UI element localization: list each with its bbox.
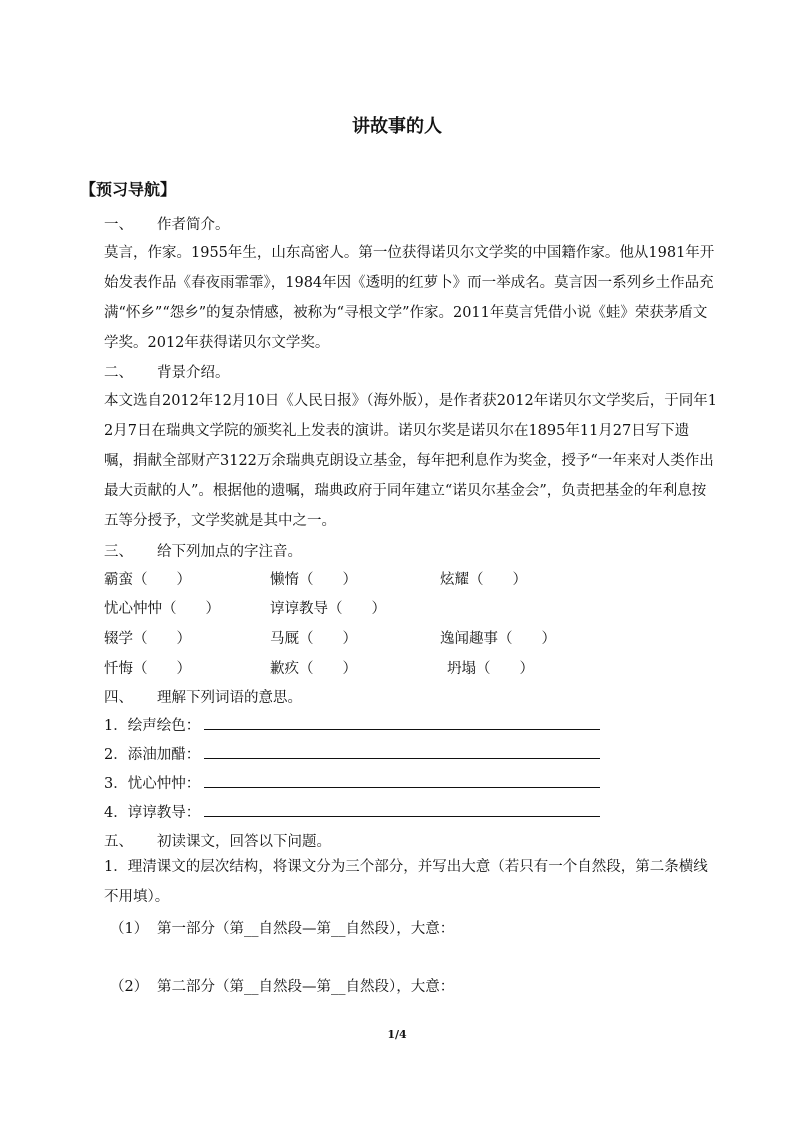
vocab-label: 3．忧心忡忡： bbox=[104, 776, 201, 792]
section-4-number: 四、 bbox=[104, 690, 133, 706]
part-2-number: （2） bbox=[110, 979, 149, 995]
pinyin-item: 坍塌（ ） bbox=[447, 661, 534, 677]
part-1-text: 第一部分（第__自然段—第__自然段），大意： bbox=[157, 921, 455, 937]
pinyin-item: 歉疚（ ） bbox=[270, 661, 357, 677]
question-1 bbox=[104, 852, 718, 912]
section-2-title: 背景介绍。 bbox=[157, 365, 230, 381]
pinyin-item: 炫耀（ ） bbox=[440, 572, 527, 588]
page-title: 讲故事的人 bbox=[352, 116, 442, 137]
section-2-number: 二、 bbox=[104, 365, 133, 381]
pinyin-item: 逸闻趣事（ ） bbox=[440, 631, 556, 647]
pinyin-item: 辍学（ ） bbox=[104, 631, 191, 647]
question-1-text: 1．理清课文的层次结构，将课文分为三个部分，并写出大意（若只有一个自然段，第二条横线不用填）。 bbox=[104, 859, 708, 905]
vocab-label: 2．添油加醋： bbox=[104, 747, 201, 763]
answer-line[interactable] bbox=[204, 816, 600, 817]
background-paragraph bbox=[104, 386, 718, 536]
pinyin-item: 霸蛮（ ） bbox=[104, 572, 191, 588]
background-text: 本文选自2012年12月10日《人民日报》（海外版），是作者获2012年诺贝尔文学奖后，于同年12月7日在瑞典文学院的颁奖礼上发表的演讲。诺贝尔奖是诺贝尔在1895年11月27日写下遗嘱，捐献全部财产3122万余瑞典克朗设立基金，每年把利息作为奖金，授予“一年来对人类作出最大贡献的人”。根据他的遗嘱，瑞典政府于同年建立“诺贝尔基金会”，负责把基金的年利息按五等分授予，文学奖就是其中之一。 bbox=[104, 393, 717, 529]
vocab-label: 4．谆谆教导： bbox=[104, 805, 201, 821]
pinyin-item: 懒惰（ ） bbox=[270, 572, 357, 588]
pinyin-item: 忧心忡忡（ ） bbox=[104, 601, 220, 617]
pinyin-item: 忏悔（ ） bbox=[104, 661, 191, 677]
section-3-title: 给下列加点的字注音。 bbox=[157, 544, 302, 560]
section-heading: 【预习导航】 bbox=[80, 180, 177, 199]
section-1-number: 一、 bbox=[104, 217, 133, 233]
author-intro-paragraph bbox=[104, 238, 718, 358]
answer-line[interactable] bbox=[204, 729, 600, 730]
page-number: 1/4 bbox=[387, 1028, 407, 1041]
vocab-label: 1．绘声绘色： bbox=[104, 718, 201, 734]
pinyin-item: 谆谆教导（ ） bbox=[270, 601, 386, 617]
answer-line[interactable] bbox=[204, 787, 600, 788]
answer-line[interactable] bbox=[204, 758, 600, 759]
section-5-title: 初读课文，回答以下问题。 bbox=[157, 834, 331, 850]
part-1-number: （1） bbox=[110, 921, 149, 937]
part-2-text: 第二部分（第__自然段—第__自然段），大意： bbox=[157, 979, 455, 995]
author-intro-text: 莫言，作家。1955年生，山东高密人。第一位获得诺贝尔文学奖的中国籍作家。他从1981年开始发表作品《春夜雨霏霏》，1984年因《透明的红萝卜》而一举成名。莫言因一系列乡土作品充满“怀乡”“怨乡”的复杂情感，被称为“寻根文学”作家。2011年莫言凭借小说《蛙》荣获茅盾文学奖。2012年获得诺贝尔文学奖。 bbox=[104, 245, 715, 351]
section-1-title: 作者简介。 bbox=[157, 217, 230, 233]
section-5-number: 五、 bbox=[104, 834, 133, 850]
pinyin-item: 马厩（ ） bbox=[270, 631, 357, 647]
section-3-number: 三、 bbox=[104, 544, 133, 560]
section-4-title: 理解下列词语的意思。 bbox=[157, 690, 302, 706]
